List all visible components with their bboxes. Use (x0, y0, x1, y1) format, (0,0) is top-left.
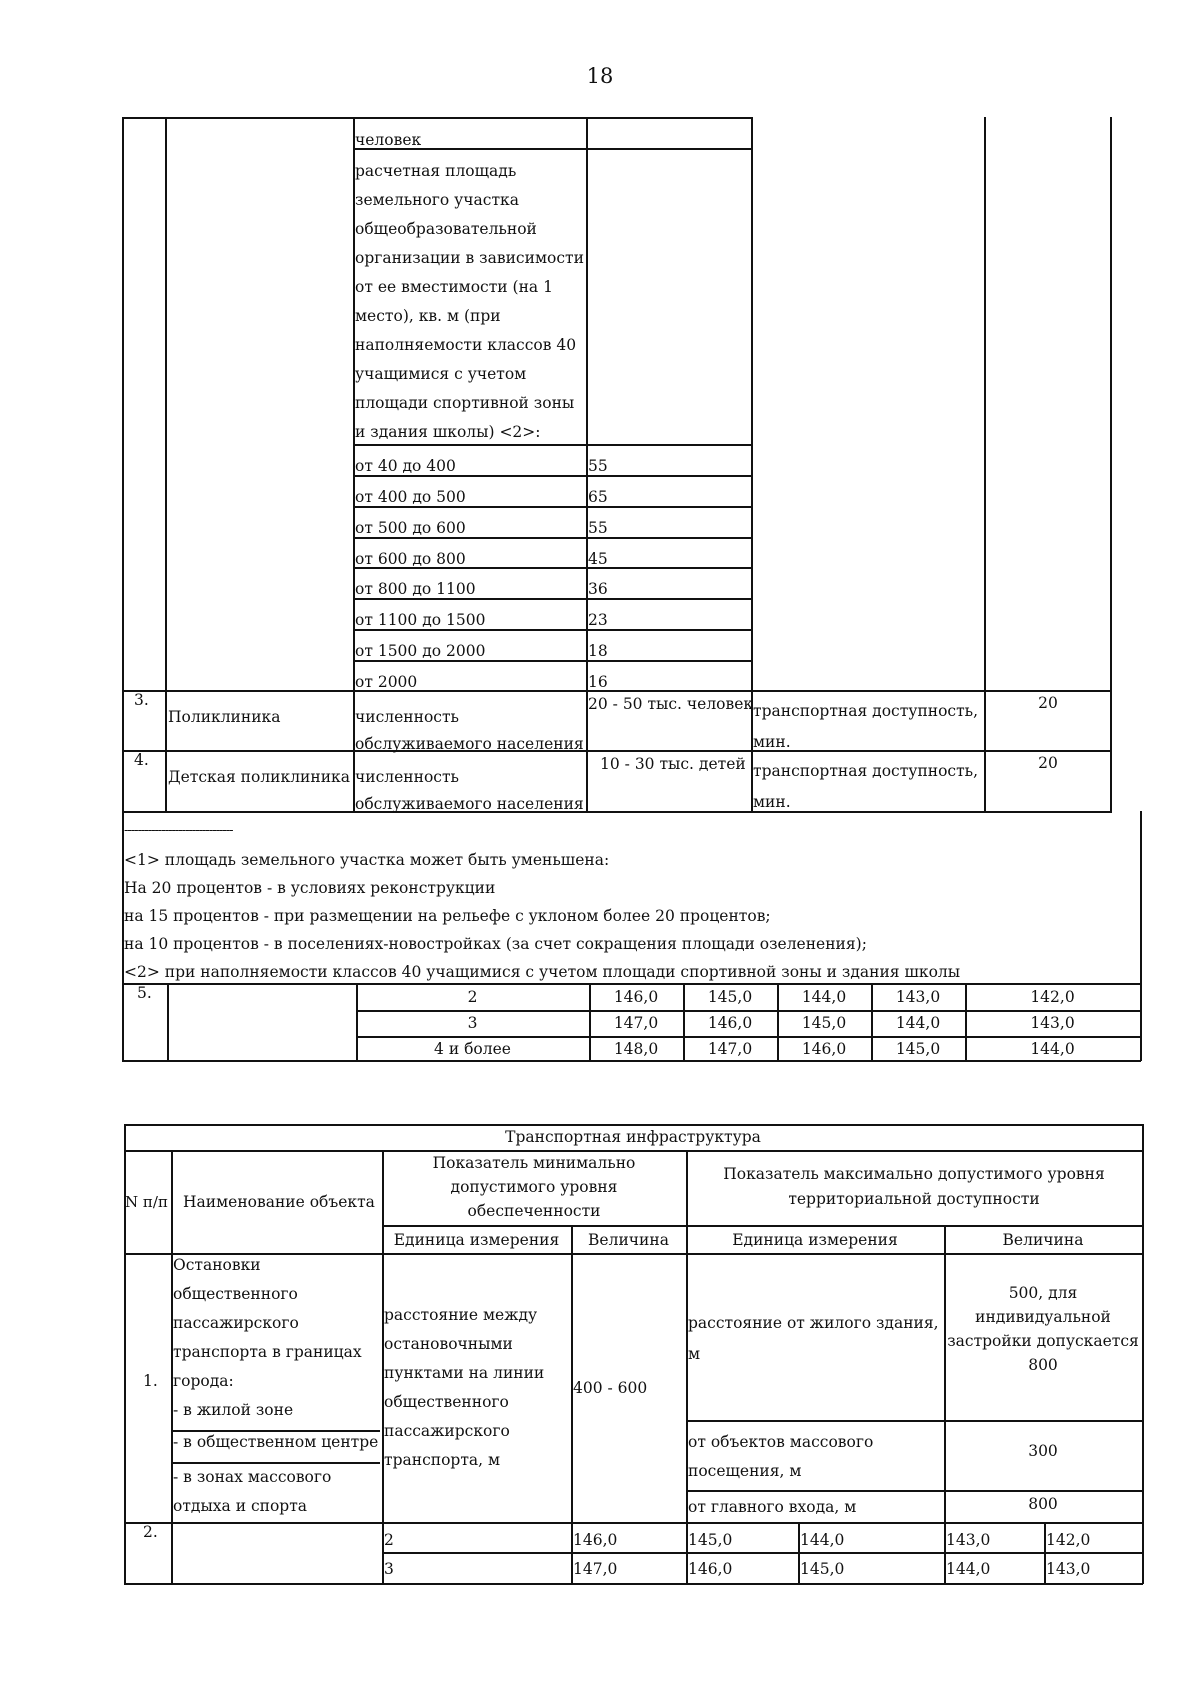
range-label: от 1500 до 2000 (355, 642, 486, 660)
header-unit-2: Единица измерения (732, 1231, 898, 1249)
range-value: 18 (588, 642, 608, 660)
header-name: Наименование объекта (183, 1193, 375, 1211)
range-label: от 400 до 500 (355, 488, 466, 506)
range-value: 65 (588, 488, 608, 506)
header-value-1: Величина (588, 1231, 669, 1249)
range-label: от 40 до 400 (355, 457, 456, 475)
range-value: 55 (588, 519, 608, 537)
header-unit-1: Единица измерения (393, 1231, 560, 1249)
page-number: 18 (586, 64, 614, 88)
range-label: от 800 до 1100 (355, 580, 476, 598)
range-label: от 1100 до 1500 (355, 611, 486, 629)
range-label: от 2000 (355, 673, 418, 691)
transport-title: Транспортная инфраструктура (505, 1128, 761, 1146)
range-value: 36 (588, 580, 608, 598)
header-num: N п/п (125, 1193, 168, 1211)
header-value-2: Величина (1002, 1231, 1084, 1249)
range-label: от 500 до 600 (355, 519, 466, 537)
range-value: 23 (588, 611, 608, 629)
range-value: 55 (588, 457, 608, 475)
range-value: 45 (588, 550, 608, 568)
unit-head: человек (355, 131, 422, 149)
range-label: от 600 до 800 (355, 550, 466, 568)
range-value: 16 (588, 673, 608, 691)
